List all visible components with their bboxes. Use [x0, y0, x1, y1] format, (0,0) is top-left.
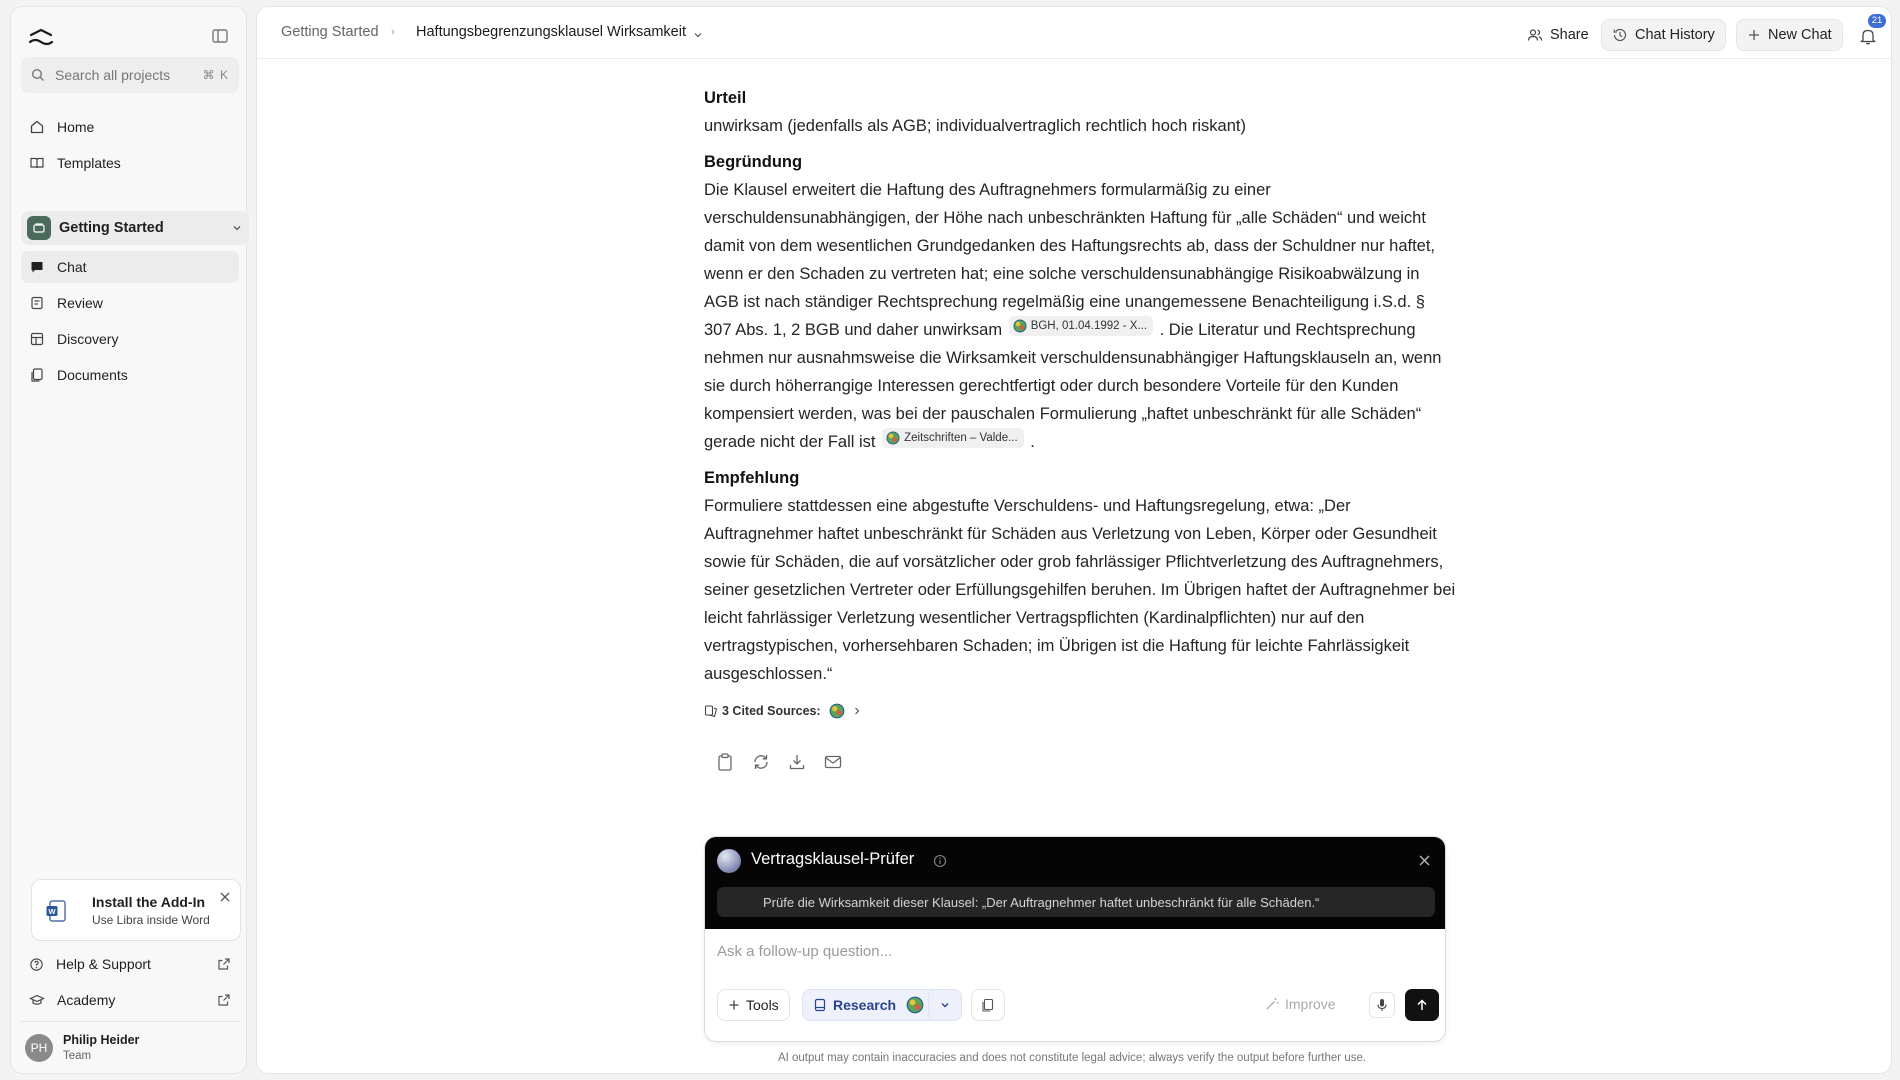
citation-chip[interactable]: BGH, 01.04.1992 - X...: [1009, 316, 1153, 336]
answer-content: [704, 85, 1456, 697]
sidebar-item-home[interactable]: Home: [21, 111, 239, 143]
sidebar-item-chat[interactable]: Chat: [21, 251, 239, 283]
download-icon[interactable]: [786, 751, 808, 773]
begruendung-paragraph: Die Klausel erweitert die Haftung des Auftragnehmers formularmäßig zu einer verschuldensunabhängigen, der Höhe nach unbeschränkten Haftung für „alle Schäden“ und weicht damit von dem wesentlichen Grundgedanken des Haftungsrechts ab, dass der Schuldner nur haftet, wenn er den Schaden zu vertreten hat; eine solche verschuldensunabhängige Risikoabwälzung in AGB ist nach ständiger Rechtsprechung regelmäßig eine unangemessene Benachteiligung i.S.d. § 307 Abs. 1, 2 BGB und daher unwirksam BGH, 01.04.1992 - X... . Die Literatur und Rechtsprechung nehmen nur ausnahmsweise die Wirksamkeit verschuldensunabhängiger Haftungsklauseln an, wenn sie durch höherrangige Interessen gerechtfertigt oder durch besondere Vorteile für den Kunden kompensiert werden, was bei der pauschalen Formulierung „haftet unbeschränkt für alle Schäden“ gerade nicht der Fall ist Zeitschriften – Valde... .: [704, 181, 1442, 451]
main-panel: [256, 6, 1892, 1074]
divider: [21, 1021, 239, 1022]
project-selector[interactable]: Getting Started: [21, 211, 249, 245]
academy-icon: [29, 992, 45, 1008]
composer: [704, 836, 1446, 1042]
plus-icon: [728, 999, 740, 1011]
mail-icon[interactable]: [822, 751, 844, 773]
documents-icon: [29, 367, 45, 383]
home-icon: [29, 119, 45, 135]
chevron-down-icon: [231, 222, 243, 234]
attach-document-button[interactable]: [971, 989, 1005, 1021]
urteil-text: unwirksam (jedenfalls als AGB; individualvertraglich rechtlich hoch riskant): [704, 117, 1246, 135]
chevron-down-icon: [939, 999, 951, 1011]
search-icon: [31, 68, 45, 82]
install-addin-card[interactable]: [31, 879, 241, 941]
send-button[interactable]: [1405, 989, 1439, 1021]
bell-icon[interactable]: [1857, 25, 1879, 47]
sidebar-item-documents[interactable]: Documents: [21, 359, 239, 391]
cited-sources[interactable]: 3 Cited Sources:: [704, 703, 863, 719]
sidebar-toggle-icon[interactable]: [209, 25, 231, 47]
avatar: PH: [25, 1034, 53, 1062]
external-link-icon: [217, 957, 231, 971]
close-icon[interactable]: [218, 890, 232, 904]
breadcrumb-separator: ›: [391, 26, 395, 38]
user-role: Team: [63, 1050, 92, 1062]
sidebar-item-templates[interactable]: Templates: [21, 147, 239, 179]
heading-empfehlung: Empfehlung: [704, 469, 800, 487]
agent-name: Vertragsklausel-Prüfer: [751, 850, 915, 868]
sidebar-item-academy[interactable]: Academy: [21, 985, 239, 1015]
agent-prompt: Prüfe die Wirksamkeit dieser Klausel: „Der Auftragnehmer haftet unbeschränkt für alle Schäden.“: [717, 887, 1435, 917]
sidebar-item-review[interactable]: Review: [21, 287, 239, 319]
globe-icon: [1013, 319, 1027, 333]
chat-history-button[interactable]: Chat History: [1601, 19, 1726, 51]
user-profile[interactable]: [25, 1033, 139, 1062]
agent-header: [705, 837, 1445, 929]
plus-icon: [1747, 28, 1761, 42]
sources-icon: [704, 704, 718, 718]
addin-subtitle: Use Libra inside Word: [92, 913, 210, 927]
magic-wand-icon: [1265, 997, 1279, 1011]
arrow-up-icon: [1415, 998, 1429, 1012]
book-icon: [29, 155, 45, 171]
notification-badge: 21: [1868, 14, 1886, 28]
addin-title: Install the Add-In: [92, 894, 206, 910]
improve-button[interactable]: Improve: [1265, 996, 1336, 1012]
project-icon: [27, 216, 51, 240]
libra-logo-icon[interactable]: [25, 21, 57, 53]
globe-icon: [906, 996, 924, 1014]
external-link-icon: [217, 993, 231, 1007]
citation-chip[interactable]: Zeitschriften – Valde...: [882, 428, 1024, 448]
tools-button[interactable]: Tools: [717, 989, 790, 1021]
empfehlung-text: Formuliere stattdessen eine abgestufte Verschuldens- und Haftungsregelung, etwa: „Der Auftragnehmer haftet unbeschränkt für Schäden aus Verletzung von Leben, Körper oder Gesundheit sowie für Schäden, die auf vorsätzlicher oder grob fahrlässiger Pflichtverletzung des Auftragnehmers, seiner gesetzlichen Vertreter oder Erfüllungsgehilfen beruhen. Im Übrigen haftet der Auftragnehmer bei leicht fahrlässiger Verletzung wesentlicher Vertragspflichten (Kardinalpflichten) nur auf den vertragstypischen, vorhersehbaren Schaden; im Übrigen ist die Haftung für leichte Fahrlässigkeit ausgeschlossen.“: [704, 497, 1456, 683]
help-icon: [29, 957, 44, 972]
share-button[interactable]: Share: [1517, 19, 1599, 51]
message-actions: [714, 751, 858, 773]
search-shortcut: ⌘ K: [202, 68, 229, 82]
heading-begruendung: Begründung: [704, 153, 803, 171]
chevron-right-icon: [851, 705, 863, 717]
user-name: Philip Heider: [63, 1033, 140, 1047]
copy-icon[interactable]: [714, 751, 736, 773]
breadcrumb-root[interactable]: Getting Started: [281, 24, 379, 40]
table-icon: [29, 331, 45, 347]
agent-avatar-icon: [717, 849, 741, 873]
research-dropdown-button[interactable]: [928, 989, 962, 1021]
chevron-down-icon[interactable]: [693, 30, 703, 40]
top-bar: [257, 7, 1891, 59]
sidebar-item-discovery[interactable]: Discovery: [21, 323, 239, 355]
regenerate-icon[interactable]: [750, 751, 772, 773]
close-icon[interactable]: [1418, 854, 1431, 867]
sidebar: [10, 6, 247, 1074]
microphone-icon: [1376, 998, 1388, 1012]
globe-icon: [886, 431, 900, 445]
sidebar-item-help-support[interactable]: Help & Support: [21, 949, 239, 979]
review-icon: [29, 295, 45, 311]
globe-icon: [829, 703, 845, 719]
disclaimer: AI output may contain inaccuracies and does not constitute legal advice; always verify the output before further use.: [777, 1052, 1367, 1064]
heading-urteil: Urteil: [704, 89, 747, 107]
document-icon: [981, 998, 995, 1012]
word-icon: [46, 900, 66, 922]
search-input[interactable]: [21, 57, 239, 93]
chat-icon: [29, 259, 45, 275]
new-chat-button[interactable]: New Chat: [1736, 19, 1843, 51]
info-icon[interactable]: [933, 854, 947, 868]
users-icon: [1527, 27, 1543, 43]
microphone-button[interactable]: [1369, 992, 1395, 1018]
search-placeholder: Search all projects: [55, 67, 171, 83]
breadcrumb-current[interactable]: Haftungsbegrenzungsklausel Wirksamkeit: [416, 24, 686, 40]
followup-input[interactable]: Ask a follow-up question...: [717, 943, 893, 960]
svg-text:W: W: [48, 907, 56, 916]
history-icon: [1612, 27, 1628, 43]
research-button[interactable]: Research: [802, 989, 944, 1021]
research-icon: [813, 998, 827, 1012]
